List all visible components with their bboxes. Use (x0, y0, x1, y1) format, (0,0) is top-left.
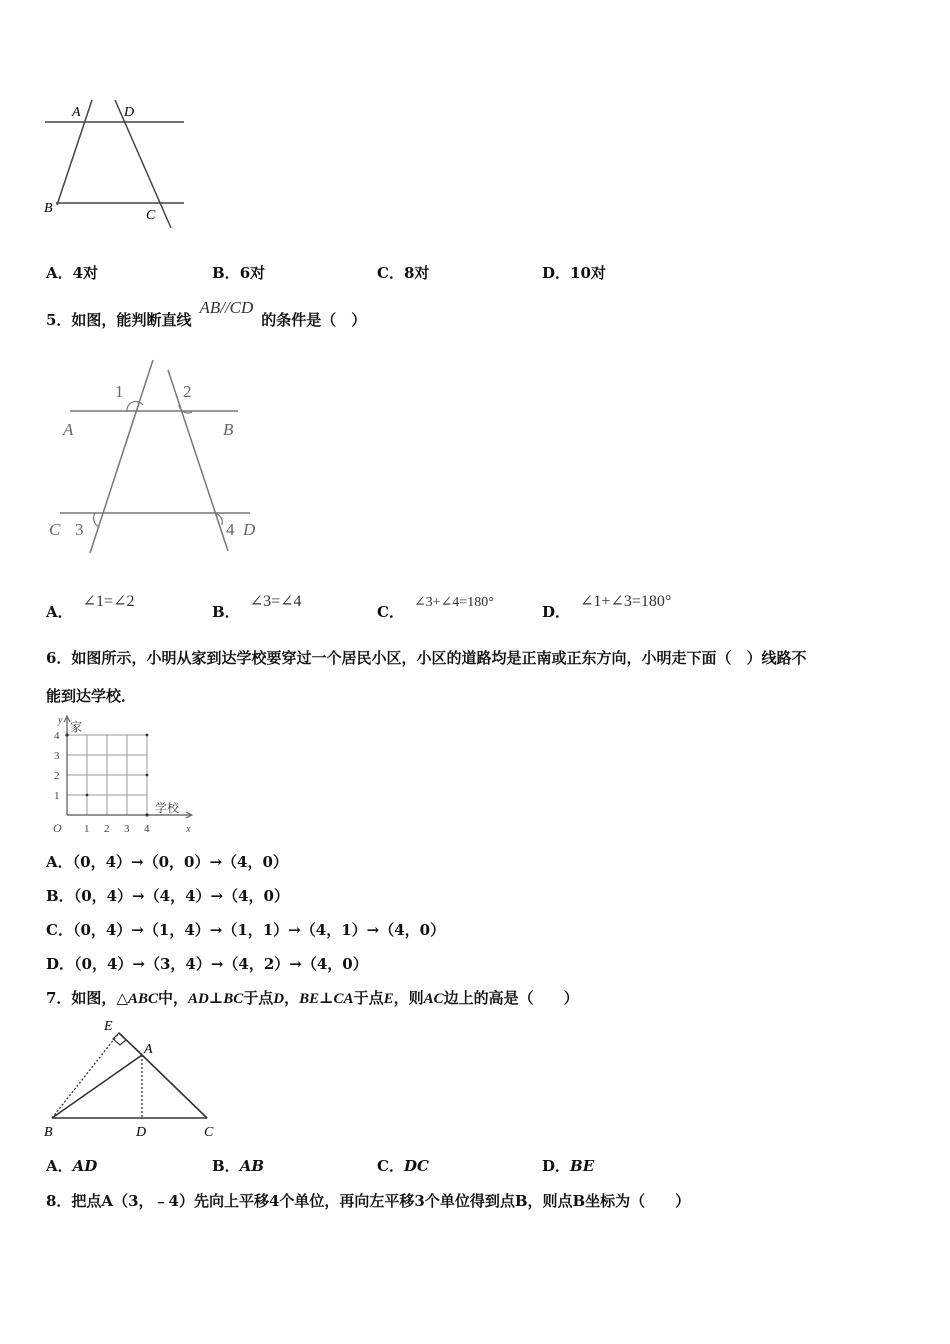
option-text: （0，4）→（0，0）→（4，0） (72, 853, 288, 871)
q7-part: ， (284, 989, 300, 1007)
q5-option-a[interactable] (46, 593, 135, 622)
school-label: 学校 (155, 801, 180, 815)
option-letter: A． (46, 853, 73, 871)
label-b: B (223, 420, 234, 439)
label-c: C (204, 1125, 214, 1140)
q4-option-c[interactable] (377, 262, 429, 283)
q7-math: BE⊥CA (299, 991, 354, 1007)
label-1: 1 (115, 382, 124, 401)
y-tick-3: 3 (54, 750, 60, 762)
option-letter: D． (542, 1157, 571, 1175)
option-math: ∠1=∠2 (82, 593, 135, 610)
label-a: A (63, 420, 74, 439)
q6-option-c[interactable] (46, 919, 445, 940)
x-tick-4: 4 (144, 823, 150, 835)
y-tick-2: 2 (54, 770, 60, 782)
q7-part: 于点 (243, 989, 274, 1007)
q7-part: 于点 (353, 989, 384, 1007)
q7-math: E (383, 991, 394, 1007)
q7-option-d[interactable] (542, 1155, 594, 1176)
option-letter: C． (377, 264, 404, 282)
y-tick-4: 4 (54, 730, 60, 742)
label-e: E (104, 1019, 113, 1034)
label-a: A (72, 105, 81, 120)
option-letter: B． (212, 603, 240, 621)
label-b: B (44, 1125, 53, 1140)
figure-q7 (40, 1013, 225, 1141)
option-letter: A． (46, 264, 73, 282)
option-text: （0，4）→（1，4）→（1，1）→（4，1）→（4，0） (72, 921, 446, 939)
q5-option-c[interactable] (377, 595, 494, 622)
option-math: ∠3=∠4 (249, 593, 302, 610)
option-math: BE (570, 1157, 595, 1175)
figure-q6 (44, 713, 199, 838)
q7-part: 7．如图， (46, 989, 117, 1007)
q5-math: AB//CD (199, 298, 254, 317)
figure-q5 (45, 355, 275, 565)
x-axis-label: x (186, 824, 191, 835)
option-text: 10对 (570, 264, 606, 282)
label-d: D (124, 105, 135, 120)
x-tick-1: 1 (84, 823, 90, 835)
question-7 (46, 987, 579, 1008)
label-2: 2 (183, 382, 192, 401)
q7-part: 边上的高是（ ） (443, 989, 579, 1007)
option-letter: C． (377, 603, 404, 621)
option-letter: D． (542, 603, 571, 621)
label-c: C (49, 520, 61, 539)
label-4: 4 (226, 520, 235, 539)
q4-option-a[interactable] (46, 262, 98, 283)
option-text: 4对 (72, 264, 99, 282)
q6-option-a[interactable] (46, 851, 288, 872)
q7-math: △ABC (116, 991, 158, 1007)
q6-option-d[interactable] (46, 953, 368, 974)
x-tick-2: 2 (104, 823, 110, 835)
q4-option-d[interactable] (542, 262, 606, 283)
q4-option-b[interactable] (212, 262, 265, 283)
option-letter: B． (212, 264, 240, 282)
option-text: （0，4）→（4，4）→（4，0） (73, 887, 289, 905)
q7-math: AC (423, 991, 444, 1007)
option-math: AD (72, 1157, 98, 1175)
label-a: A (144, 1042, 153, 1057)
label-c: C (146, 208, 156, 223)
label-d: D (136, 1125, 147, 1140)
option-math: AB (239, 1157, 265, 1175)
q7-math: D (273, 991, 285, 1007)
q5-option-d[interactable] (542, 593, 672, 622)
q7-part: 中， (158, 989, 189, 1007)
q5-option-b[interactable] (212, 593, 302, 622)
q7-option-b[interactable] (212, 1155, 264, 1176)
option-letter: B． (212, 1157, 240, 1175)
option-letter: B． (46, 887, 74, 905)
option-text: 6对 (239, 264, 266, 282)
y-tick-1: 1 (54, 790, 60, 802)
x-tick-3: 3 (124, 823, 130, 835)
q6-option-b[interactable] (46, 885, 289, 906)
option-math: DC (403, 1157, 429, 1175)
q7-option-a[interactable] (46, 1155, 97, 1176)
origin-label: O (53, 821, 62, 835)
option-letter: A． (46, 603, 73, 621)
option-letter: A． (46, 1157, 73, 1175)
q7-option-c[interactable] (377, 1155, 429, 1176)
q5-suffix: 的条件是（ ） (261, 311, 367, 329)
q7-math: AD⊥BC (188, 991, 244, 1007)
option-math: ∠3+∠4=180° (413, 595, 494, 610)
y-axis-label: y (58, 715, 63, 726)
question-6-line-2: 能到达学校． (46, 687, 137, 705)
option-math: ∠1+∠3=180° (580, 593, 672, 610)
home-label: 家 (70, 720, 83, 734)
label-b: B (44, 201, 53, 216)
figure-q4 (40, 95, 200, 235)
question-8: 8．把点A（3，﹣4）先向上平移4个单位，再向左平移3个单位得到点B，则点B坐标为（ ） (46, 1192, 691, 1210)
option-text: （0，4）→（3，4）→（4，2）→（4，0） (74, 955, 368, 973)
option-text: 8对 (403, 264, 430, 282)
question-6-line-1: 6．如图所示，小明从家到达学校要穿过一个居民小区，小区的道路均是正南或正东方向，小明走下面（ ）线路不 (46, 649, 807, 667)
q7-part: ，则 (393, 989, 424, 1007)
question-5 (46, 298, 367, 330)
option-letter: C． (377, 1157, 404, 1175)
option-letter: D． (542, 264, 571, 282)
label-3: 3 (75, 520, 84, 539)
option-letter: D． (46, 955, 75, 973)
label-d: D (243, 520, 256, 539)
option-letter: C． (46, 921, 73, 939)
q5-prefix: 5．如图，能判断直线 (46, 311, 192, 329)
